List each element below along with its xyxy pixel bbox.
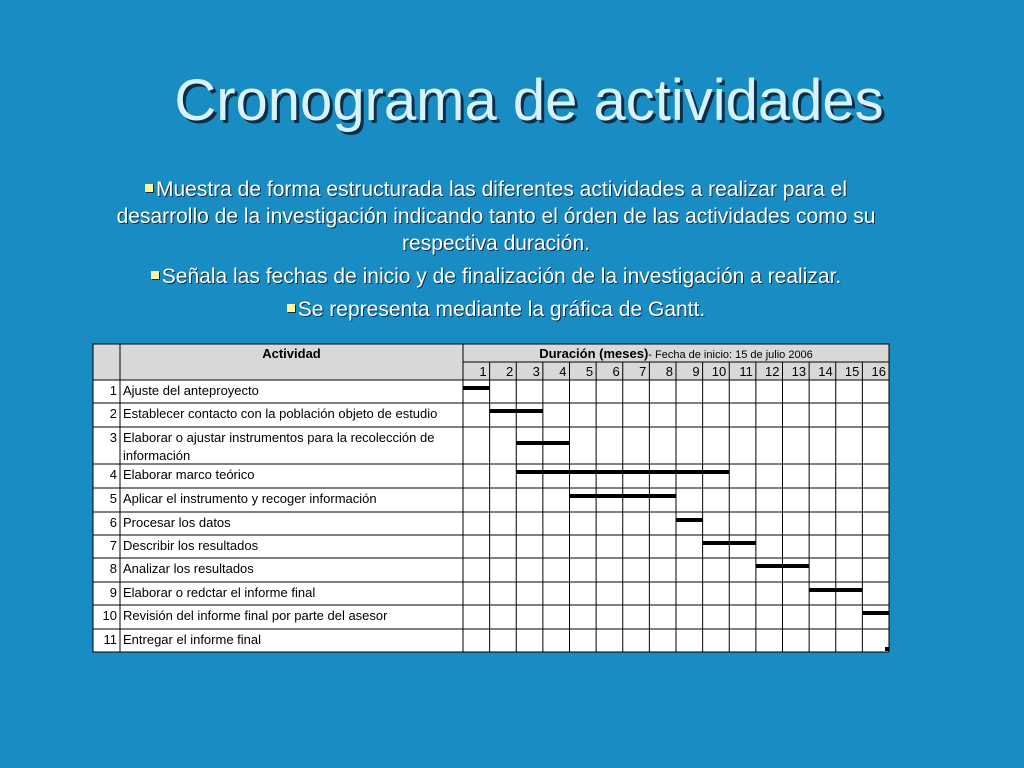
bullet-text: Se representa mediante la gráfica de Gantt.	[297, 298, 706, 321]
activity-number: 7	[109, 538, 117, 553]
activity-name: Entregar el informe final	[123, 632, 262, 647]
header-fecha-inicio: - Fecha de inicio: 15 de julio 2006	[648, 349, 813, 361]
month-label: 7	[639, 364, 647, 379]
activity-name: Ajuste del anteproyecto	[123, 383, 259, 398]
activity-name: Aplicar el instrumento y recoger información	[123, 491, 377, 506]
month-label: 15	[844, 364, 860, 379]
activity-name: Describir los resultados	[123, 538, 259, 553]
activity-name: Elaborar o ajustar instrumentos para la recolección de	[123, 430, 435, 445]
gantt-bar	[463, 386, 490, 390]
activity-name: Revisión del informe final por parte del asesor	[123, 608, 388, 623]
activity-number: 4	[109, 467, 117, 482]
month-label: 1	[479, 364, 487, 379]
activity-number: 10	[102, 608, 117, 623]
header-actividad: Actividad	[262, 346, 321, 361]
gantt-milestone	[885, 647, 889, 651]
activity-number: 2	[109, 406, 117, 421]
month-label: 11	[739, 364, 753, 379]
activity-number: 1	[109, 383, 117, 398]
slide-title: Cronograma de actividades	[174, 68, 884, 133]
bullet-text: Muestra de forma estructurada las diferentes actividades a realizar para el desarrollo de la investigación indicando tanto el órden de las actividades como su respectiva duración.	[116, 178, 876, 255]
gantt-bar	[862, 611, 889, 615]
month-label: 14	[818, 364, 833, 379]
activity-number: 5	[109, 491, 117, 506]
month-label: 8	[665, 364, 673, 379]
gantt-bar	[676, 518, 703, 522]
month-label: 9	[692, 364, 700, 379]
month-label: 2	[506, 364, 514, 379]
bullet-text: Señala las fechas de inicio y de finalización de la investigación a realizar.	[161, 265, 842, 288]
month-label: 10	[711, 364, 727, 379]
activity-name: Establecer contacto con la población objeto de estudio	[123, 406, 438, 421]
activity-name: Procesar los datos	[123, 515, 231, 530]
month-label: 13	[791, 364, 807, 379]
month-label: 4	[559, 364, 567, 379]
month-label: 12	[765, 364, 780, 379]
activity-name: información	[123, 448, 191, 463]
month-label: 5	[585, 364, 594, 379]
activity-name: Elaborar marco teórico	[123, 467, 255, 482]
activity-number: 6	[109, 515, 117, 530]
header-duracion-main: Duración (meses)	[539, 346, 649, 361]
activity-number: 9	[109, 585, 117, 600]
month-label: 3	[532, 364, 540, 379]
activity-name: Elaborar o redctar el informe final	[123, 585, 316, 600]
activity-number: 8	[109, 561, 117, 576]
header-duracion	[539, 346, 813, 361]
activity-number: 11	[103, 632, 117, 647]
activity-name: Analizar los resultados	[123, 561, 254, 576]
activity-number: 3	[109, 430, 117, 445]
month-label: 16	[871, 364, 886, 379]
month-label: 6	[612, 364, 620, 379]
